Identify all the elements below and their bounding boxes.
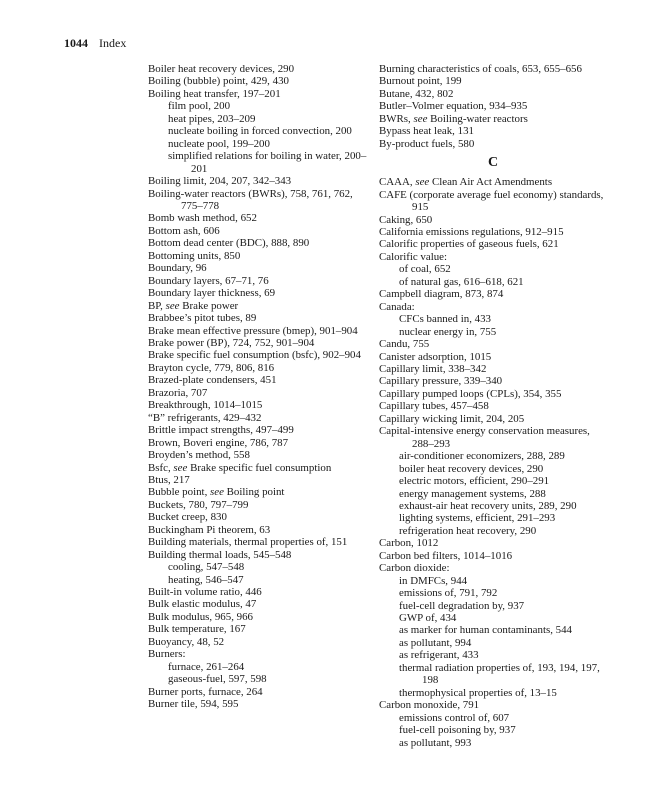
index-subentry (389, 525, 607, 537)
index-entry (148, 536, 376, 548)
index-entry (148, 486, 376, 498)
entry-text: Building materials, thermal properties of, 151 (148, 536, 348, 549)
entry-text: thermal radiation properties of, 193, 194, 197, 198 (399, 661, 600, 687)
entry-text: Broyden’s method, 558 (148, 449, 250, 462)
index-subentry (389, 326, 607, 338)
index-entry (148, 188, 376, 213)
index-entry (148, 387, 376, 399)
entry-text: Bubble point, (148, 486, 208, 499)
index-subentry (389, 649, 607, 661)
entry-text: gaseous-fuel, 597, 598 (168, 673, 267, 686)
entry-text: Boundary, 96 (148, 262, 207, 275)
entry-text: energy management systems, 288 (399, 487, 546, 500)
entry-text: CAFE (corporate average fuel economy) standards, 915 (379, 188, 604, 214)
entry-text: Carbon, 1012 (379, 537, 439, 550)
entry-text: as pollutant, 993 (399, 736, 472, 749)
entry-text: nucleate pool, 199–200 (168, 137, 270, 150)
index-entry (148, 312, 376, 324)
index-entry (379, 214, 607, 226)
index-subentry (389, 600, 607, 612)
index-subentry (158, 574, 376, 586)
entry-text: emissions of, 791, 792 (399, 587, 498, 600)
index-entry (148, 698, 376, 710)
entry-text: BP, (148, 299, 163, 312)
index-subentry (389, 712, 607, 724)
index-entry (379, 251, 607, 263)
index-entry (379, 388, 607, 400)
entry-text: Burnout point, 199 (379, 75, 462, 88)
see-reference: see (173, 461, 188, 474)
index-entry (379, 413, 607, 425)
entry-text: Boiling-water reactors (BWRs), 758, 761, 762, 775–778 (148, 187, 353, 212)
entry-text: Capital-intensive energy conservation measures, 288–293 (379, 425, 590, 450)
index-entry (148, 412, 376, 424)
see-target: Boiling point (226, 486, 285, 499)
index-entry (148, 549, 376, 561)
index-subentry (389, 612, 607, 624)
see-target: Brake power (182, 299, 239, 312)
index-entry (379, 537, 607, 549)
index-entry (379, 113, 607, 125)
index-entry (148, 611, 376, 623)
index-entry (379, 425, 607, 450)
entry-text: simplified relations for boiling in water, 200–201 (168, 150, 367, 175)
index-subentry (389, 662, 607, 687)
index-entry (379, 301, 607, 313)
entry-text: nuclear energy in, 755 (399, 325, 497, 338)
entry-text: as refrigerant, 433 (399, 649, 479, 662)
index-entry (379, 189, 607, 214)
index-entry (148, 88, 376, 100)
index-entry (379, 338, 607, 350)
entry-text: lighting systems, efficient, 291–293 (399, 512, 556, 525)
index-entry (379, 375, 607, 387)
entry-text: as marker for human contaminants, 544 (399, 624, 572, 637)
entry-text: Bulk temperature, 167 (148, 623, 246, 636)
index-entry (148, 337, 376, 349)
index-subentry (158, 150, 376, 175)
index-entry (379, 288, 607, 300)
index-entry (148, 586, 376, 598)
index-subentry (158, 125, 376, 137)
entry-text: Brazed-plate condensers, 451 (148, 374, 277, 387)
index-entry (148, 623, 376, 635)
entry-text: of coal, 652 (399, 263, 451, 276)
index-entry (148, 237, 376, 249)
entry-text: Caking, 650 (379, 213, 433, 226)
index-entry (148, 686, 376, 698)
entry-text: By-product fuels, 580 (379, 137, 475, 150)
index-entry (379, 400, 607, 412)
entry-text: in DMFCs, 944 (399, 574, 468, 587)
entry-text: Campbell diagram, 873, 874 (379, 288, 504, 301)
index-entry (148, 175, 376, 187)
index-column-right (379, 63, 607, 749)
entry-text: Butane, 432, 802 (379, 87, 454, 100)
index-subentry (158, 561, 376, 573)
index-subentry (389, 687, 607, 699)
index-subentry (389, 624, 607, 636)
index-entry (148, 524, 376, 536)
index-subentry (389, 450, 607, 462)
entry-text: Btus, 217 (148, 473, 190, 486)
index-entry (148, 287, 376, 299)
index-subentry (389, 263, 607, 275)
entry-text: California emissions regulations, 912–915 (379, 225, 564, 238)
entry-text: Bulk elastic modulus, 47 (148, 598, 257, 611)
entry-text: Bucket creep, 830 (148, 511, 227, 524)
index-entry (379, 363, 607, 375)
entry-text: Capillary limit, 338–342 (379, 362, 487, 375)
index-entry (148, 362, 376, 374)
entry-text: Boundary layer thickness, 69 (148, 287, 276, 300)
entry-text: Brittle impact strengths, 497–499 (148, 424, 294, 437)
entry-text: heat pipes, 203–209 (168, 112, 256, 125)
entry-text: Bulk modulus, 965, 966 (148, 610, 253, 623)
entry-text: of natural gas, 616–618, 621 (399, 275, 524, 288)
index-entry (148, 636, 376, 648)
index-entry (148, 63, 376, 75)
see-target: Brake specific fuel consumption (190, 461, 332, 474)
entry-text: film pool, 200 (168, 100, 231, 113)
index-entry (379, 138, 607, 150)
entry-text: Bottoming units, 850 (148, 249, 241, 262)
index-entry (379, 699, 607, 711)
index-entry (148, 449, 376, 461)
index-entry (148, 399, 376, 411)
index-subentry (389, 512, 607, 524)
index-entry (148, 262, 376, 274)
entry-text: fuel-cell poisoning by, 937 (399, 724, 516, 737)
entry-text: furnace, 261–264 (168, 660, 245, 673)
entry-text: refrigeration heat recovery, 290 (399, 524, 537, 537)
entry-text: Carbon monoxide, 791 (379, 699, 480, 712)
index-subentry (158, 673, 376, 685)
entry-text: thermophysical properties of, 13–15 (399, 686, 557, 699)
index-entry (148, 349, 376, 361)
entry-text: Butler–Volmer equation, 934–935 (379, 100, 528, 113)
index-entry (379, 100, 607, 112)
page-header (64, 36, 126, 51)
entry-text: GWP of, 434 (399, 612, 457, 625)
index-subentry (389, 724, 607, 736)
index-subentry (389, 475, 607, 487)
entry-text: CFCs banned in, 433 (399, 313, 491, 326)
entry-text: Capillary tubes, 457–458 (379, 400, 489, 413)
entry-text: Brake power (BP), 724, 752, 901–904 (148, 336, 315, 349)
index-entry (379, 562, 607, 574)
index-subentry (389, 276, 607, 288)
section-letter: C (487, 155, 499, 171)
entry-text: Boiling heat transfer, 197–201 (148, 87, 281, 100)
index-subentry (389, 313, 607, 325)
entry-text: BWRs, (379, 112, 411, 125)
entry-text: Canada: (379, 300, 415, 313)
entry-text: Buckets, 780, 797–799 (148, 498, 249, 511)
entry-text: Capillary wicking limit, 204, 205 (379, 412, 525, 425)
index-entry (379, 238, 607, 250)
entry-text: nucleate boiling in forced convection, 200 (168, 125, 352, 138)
entry-text: Brake specific fuel consumption (bsfc), 902–904 (148, 349, 361, 362)
entry-text: Bypass heat leak, 131 (379, 125, 474, 138)
entry-text: emissions control of, 607 (399, 711, 510, 724)
index-entry (379, 125, 607, 137)
entry-text: Carbon dioxide: (379, 562, 450, 575)
entry-text: Bottom ash, 606 (148, 224, 220, 237)
entry-text: Carbon bed filters, 1014–1016 (379, 549, 513, 562)
index-entry (379, 226, 607, 238)
index-entry (148, 275, 376, 287)
index-entry (148, 212, 376, 224)
entry-text: Boundary layers, 67–71, 76 (148, 274, 269, 287)
index-entry (148, 325, 376, 337)
entry-text: Calorific value: (379, 250, 448, 263)
entry-text: Buoyancy, 48, 52 (148, 635, 225, 648)
entry-text: Burner tile, 594, 595 (148, 698, 239, 711)
index-entry (148, 648, 376, 660)
index-entry (148, 462, 376, 474)
see-reference: see (210, 486, 224, 499)
entry-text: Capillary pumped loops (CPLs), 354, 355 (379, 387, 562, 400)
index-entry (148, 225, 376, 237)
index-entry (379, 63, 607, 75)
index-entry (148, 424, 376, 436)
entry-text: Brake mean effective pressure (bmep), 901–904 (148, 324, 358, 337)
entry-text: CAAA, (379, 176, 413, 189)
index-entry (148, 250, 376, 262)
see-reference: see (413, 112, 428, 125)
entry-text: electric motors, efficient, 290–291 (399, 475, 550, 488)
entry-text: Bottom dead center (BDC), 888, 890 (148, 237, 310, 250)
entry-text: Brayton cycle, 779, 806, 816 (148, 361, 275, 374)
entry-text: Burner ports, furnace, 264 (148, 685, 263, 698)
index-entry (148, 437, 376, 449)
entry-text: Burners: (148, 648, 186, 661)
entry-text: Boiler heat recovery devices, 290 (148, 63, 295, 75)
index-subentry (389, 737, 607, 749)
entry-text: Candu, 755 (379, 338, 430, 351)
index-entry (148, 474, 376, 486)
entry-text: Capillary pressure, 339–340 (379, 375, 503, 388)
see-reference: see (415, 176, 430, 189)
entry-text: heating, 546–547 (168, 573, 244, 586)
index-subentry (389, 587, 607, 599)
index-subentry (158, 138, 376, 150)
entry-text: Built-in volume ratio, 446 (148, 586, 262, 599)
index-entry (148, 300, 376, 312)
index-entry (148, 598, 376, 610)
index-entry (379, 88, 607, 100)
index-entry (379, 176, 607, 188)
entry-text: cooling, 547–548 (168, 561, 245, 574)
index-entry (148, 374, 376, 386)
index-entry (379, 75, 607, 87)
entry-text: Brown, Boveri engine, 786, 787 (148, 436, 289, 449)
entry-text: Bomb wash method, 652 (148, 212, 257, 225)
entry-text: boiler heat recovery devices, 290 (399, 462, 544, 475)
index-subentry (389, 637, 607, 649)
page-number: 1044 (64, 36, 88, 50)
entry-text: Boiling limit, 204, 207, 342–343 (148, 175, 292, 188)
index-entry (148, 75, 376, 87)
see-reference: see (165, 299, 180, 312)
entry-text: fuel-cell degradation by, 937 (399, 599, 525, 612)
index-group-c (379, 176, 607, 749)
entry-text: “B” refrigerants, 429–432 (148, 411, 262, 424)
index-entry (148, 511, 376, 523)
entry-text: Burning characteristics of coals, 653, 655–656 (379, 63, 582, 75)
index-subentry (389, 463, 607, 475)
index-subentry (158, 113, 376, 125)
entry-text: Breakthrough, 1014–1015 (148, 399, 263, 412)
entry-text: Calorific properties of gaseous fuels, 621 (379, 238, 559, 251)
running-head: Index (99, 36, 127, 50)
see-target: Boiling-water reactors (430, 112, 528, 125)
entry-text: Boiling (bubble) point, 429, 430 (148, 75, 289, 88)
index-subentry (389, 575, 607, 587)
entry-text: air-conditioner economizers, 288, 289 (399, 450, 565, 463)
index-subentry (389, 488, 607, 500)
see-target: Clean Air Act Amendments (431, 176, 553, 189)
index-subentry (158, 100, 376, 112)
index-entry (379, 351, 607, 363)
index-entry (379, 550, 607, 562)
entry-text: Brabbee’s pitot tubes, 89 (148, 312, 257, 325)
index-group-b (379, 63, 607, 150)
entry-text: Brazoria, 707 (148, 386, 208, 399)
entry-text: Bsfc, (148, 461, 171, 474)
entry-text: Canister adsorption, 1015 (379, 350, 492, 363)
entry-text: exhaust-air heat recovery units, 289, 290 (399, 499, 577, 512)
index-entry (148, 499, 376, 511)
index-column-left (148, 63, 376, 711)
index-subentry (389, 500, 607, 512)
index-subentry (158, 661, 376, 673)
entry-text: as pollutant, 994 (399, 636, 472, 649)
entry-text: Building thermal loads, 545–548 (148, 548, 292, 561)
entry-text: Buckingham Pi theorem, 63 (148, 523, 271, 536)
